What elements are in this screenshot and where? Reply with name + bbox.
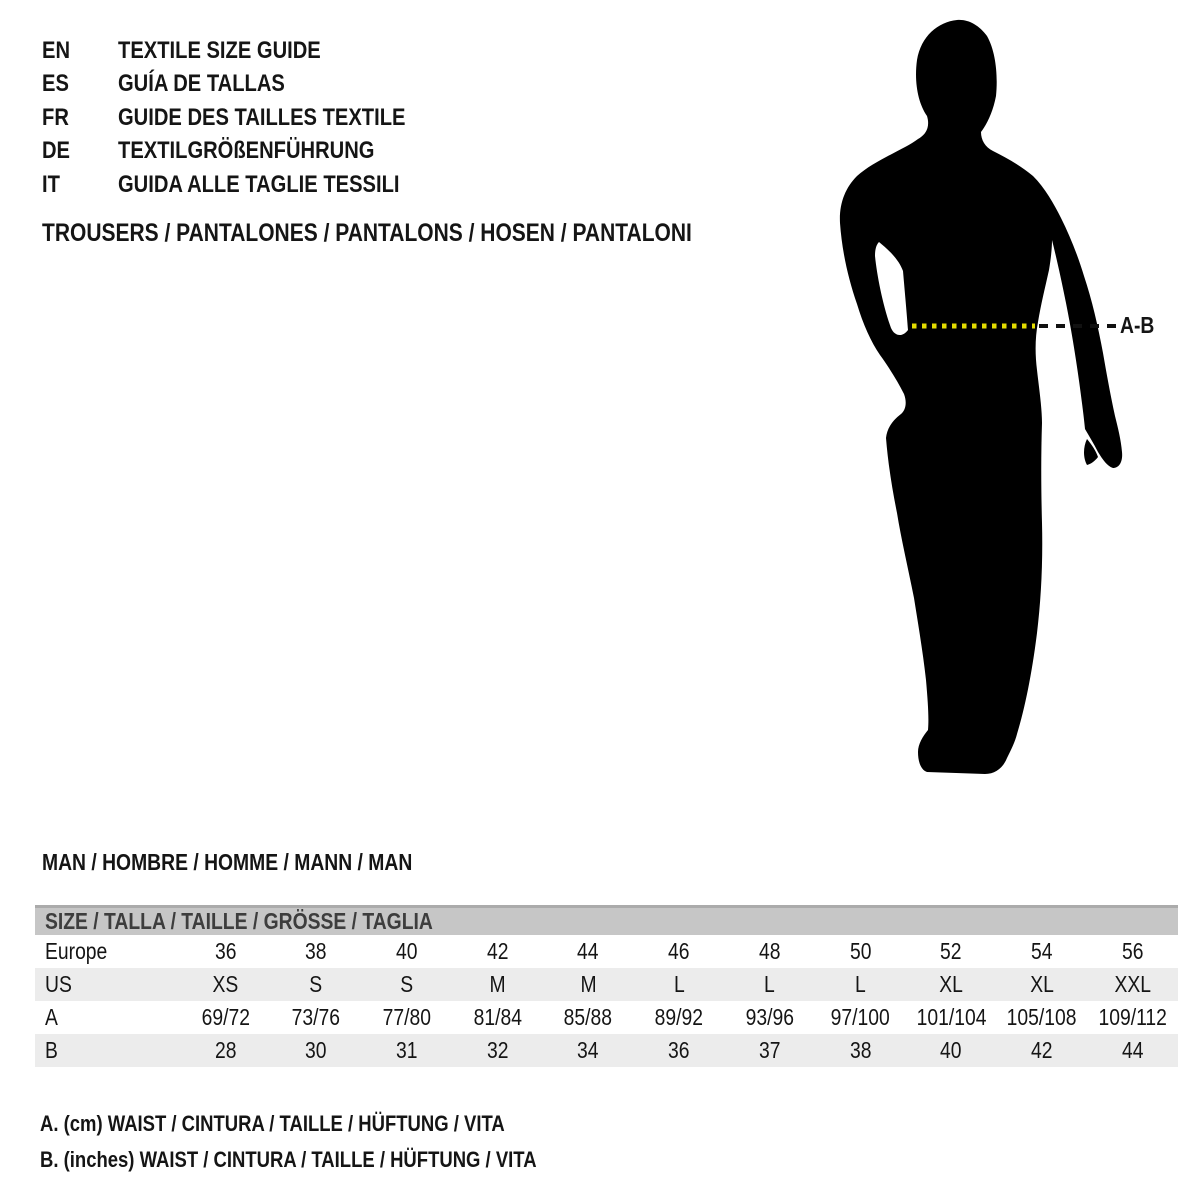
size-cell: 31 — [396, 1037, 418, 1063]
size-cell: 42 — [1031, 1037, 1053, 1063]
size-cell: 30 — [305, 1037, 327, 1063]
language-label: GUÍA DE TALLAS — [118, 70, 285, 98]
size-cell: 52 — [940, 938, 962, 964]
size-cell: S — [309, 971, 323, 997]
size-cell: 38 — [849, 1037, 872, 1063]
size-cell: 101/104 — [916, 1004, 987, 1030]
language-legend — [42, 34, 460, 202]
man-silhouette — [835, 8, 1165, 783]
language-row-en — [42, 34, 460, 68]
size-cell: 28 — [214, 1037, 237, 1063]
size-cell: 56 — [1121, 938, 1144, 964]
language-label: TEXTILE SIZE GUIDE — [118, 36, 321, 64]
man-silhouette-drawing — [835, 8, 1165, 783]
size-cell: S — [400, 971, 414, 997]
size-cell: 97/100 — [830, 1004, 890, 1030]
size-cell: XL — [939, 971, 963, 997]
footnote-a: A. (cm) WAIST / CINTURA / TAILLE / HÜFTUNG / VITA — [40, 1111, 505, 1136]
size-cell: 32 — [486, 1037, 509, 1063]
table-row-us — [35, 968, 1178, 1001]
size-cell: XXL — [1114, 971, 1151, 997]
row-label: A — [45, 1004, 58, 1030]
measure-label: A-B — [1120, 312, 1155, 338]
size-cell: 46 — [668, 938, 690, 964]
size-cell: 50 — [849, 938, 872, 964]
size-cell: 42 — [486, 938, 509, 964]
language-code: EN — [42, 36, 71, 64]
table-row-b-inches — [35, 1034, 1178, 1067]
size-cell: 81/84 — [473, 1004, 522, 1030]
section-title: MAN / HOMBRE / HOMME / MANN / MAN — [42, 849, 413, 875]
language-code: IT — [42, 170, 60, 198]
size-cell: 109/112 — [1098, 1004, 1167, 1030]
size-cell: 40 — [940, 1037, 962, 1063]
size-cell: M — [580, 971, 597, 997]
language-row-fr — [42, 101, 460, 135]
size-cell: 38 — [305, 938, 327, 964]
size-cell: M — [489, 971, 506, 997]
size-cell: 77/80 — [382, 1004, 431, 1030]
size-cell: 37 — [758, 1037, 781, 1063]
row-label: B — [45, 1037, 58, 1063]
language-code: ES — [42, 70, 69, 98]
size-cell: L — [764, 971, 776, 997]
size-cell: 93/96 — [745, 1004, 794, 1030]
size-cell: 69/72 — [201, 1004, 250, 1030]
size-cell: 48 — [758, 938, 781, 964]
size-cell: 44 — [577, 938, 600, 964]
size-cell: L — [673, 971, 685, 997]
row-label: US — [45, 971, 72, 997]
table-row-a-cm — [35, 1001, 1178, 1034]
row-label: Europe — [45, 938, 108, 964]
size-cell: 34 — [577, 1037, 600, 1063]
language-code: DE — [42, 137, 71, 165]
size-cell: 36 — [214, 938, 237, 964]
size-cell: XS — [212, 971, 239, 997]
size-cell: 54 — [1031, 938, 1053, 964]
size-cell: 89/92 — [654, 1004, 704, 1030]
size-table-header: SIZE / TALLA / TAILLE / GRÖSSE / TAGLIA — [35, 905, 1178, 935]
size-cell: 40 — [396, 938, 418, 964]
size-table — [35, 905, 1178, 1067]
size-cell: 44 — [1121, 1037, 1144, 1063]
language-row-es — [42, 68, 460, 102]
language-label: TEXTILGRÖßENFÜHRUNG — [118, 137, 375, 165]
footnote-b: B. (inches) WAIST / CINTURA / TAILLE / HÜFTUNG / VITA — [40, 1147, 537, 1172]
size-cell: 85/88 — [564, 1004, 613, 1030]
size-cell: XL — [1030, 971, 1054, 997]
language-row-de — [42, 135, 460, 169]
size-cell: 73/76 — [291, 1004, 341, 1030]
size-cell: 105/108 — [1006, 1004, 1077, 1030]
language-code: FR — [42, 103, 69, 131]
category-title: TROUSERS / PANTALONES / PANTALONS / HOSEN / PANTALONI — [42, 219, 692, 247]
language-label: GUIDE DES TAILLES TEXTILE — [118, 103, 406, 131]
size-cell: L — [855, 971, 866, 997]
language-label: GUIDA ALLE TAGLIE TESSILI — [118, 170, 400, 198]
size-cell: 36 — [668, 1037, 690, 1063]
table-row-europe — [35, 935, 1178, 968]
language-row-it — [42, 168, 460, 202]
